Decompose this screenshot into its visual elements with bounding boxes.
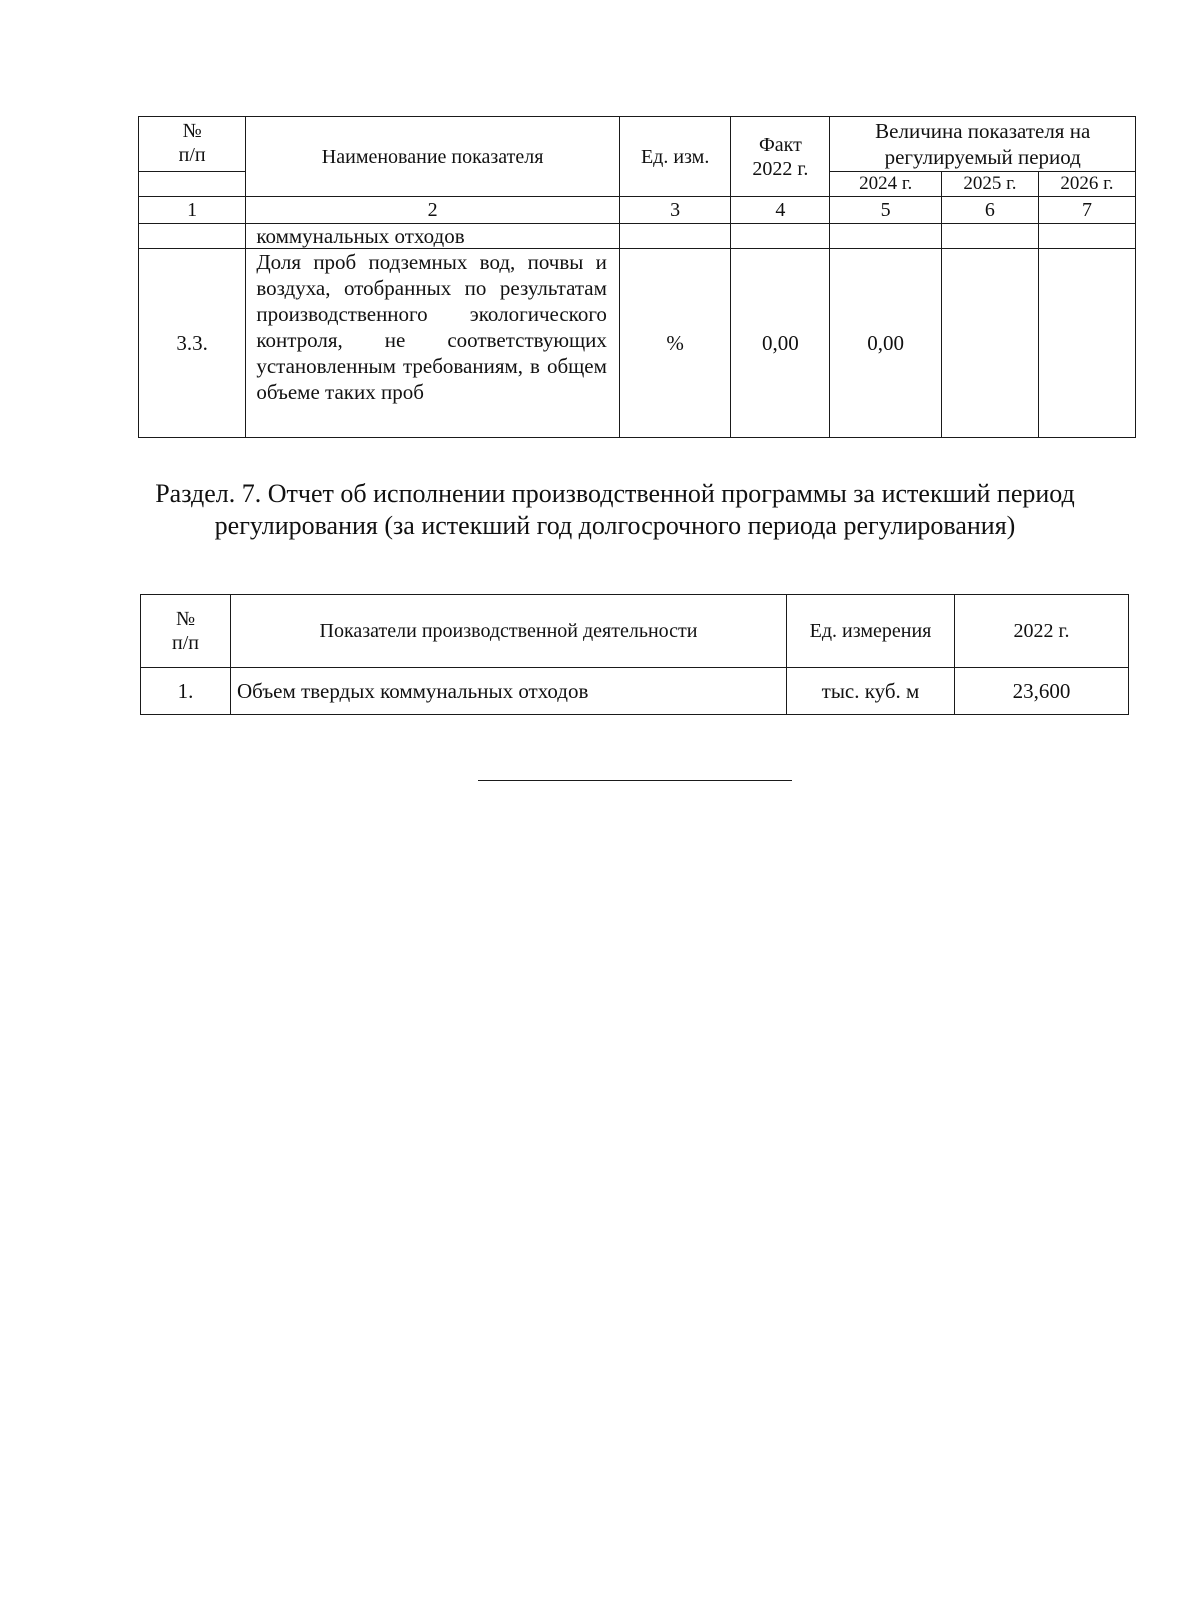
continuation-row xyxy=(139,224,1136,249)
header-unit: Ед. изм. xyxy=(619,117,730,197)
column-number: 2 xyxy=(246,197,620,224)
indicators-table xyxy=(138,116,1136,438)
row-num: 3.3. xyxy=(139,249,246,438)
header-year: 2022 г. xyxy=(955,595,1129,668)
row-2025 xyxy=(941,249,1038,438)
row-indicator: Объем твердых коммунальных отходов xyxy=(231,668,787,715)
row-value: 23,600 xyxy=(955,668,1129,715)
table-row xyxy=(139,249,1136,438)
row-unit: % xyxy=(619,249,730,438)
column-number: 4 xyxy=(731,197,830,224)
report-table xyxy=(140,594,1129,715)
cell-empty xyxy=(1038,224,1135,249)
continuation-name: коммунальных отходов xyxy=(246,224,620,249)
header-unit: Ед. измерения xyxy=(787,595,955,668)
cell-empty xyxy=(830,224,941,249)
column-number: 7 xyxy=(1038,197,1135,224)
header-name: Наименование показателя xyxy=(246,117,620,197)
column-number: 6 xyxy=(941,197,1038,224)
column-number: 1 xyxy=(139,197,246,224)
row-num: 1. xyxy=(141,668,231,715)
header-indicator: Показатели производственной деятельности xyxy=(231,595,787,668)
row-2026 xyxy=(1038,249,1135,438)
row-unit: тыс. куб. м xyxy=(787,668,955,715)
header-year-2024: 2024 г. xyxy=(830,172,941,197)
cell-empty xyxy=(139,224,246,249)
header-year-2025: 2025 г. xyxy=(941,172,1038,197)
table-row xyxy=(141,668,1129,715)
header-num-blank xyxy=(139,172,246,197)
header-year-2026: 2026 г. xyxy=(1038,172,1135,197)
column-number: 5 xyxy=(830,197,941,224)
row-2024: 0,00 xyxy=(830,249,941,438)
header-period: Величина показателя на регулируемый период xyxy=(830,117,1136,172)
header-num: № п/п xyxy=(141,595,231,668)
closing-rule xyxy=(478,780,792,781)
cell-empty xyxy=(619,224,730,249)
column-number: 3 xyxy=(619,197,730,224)
row-fact: 0,00 xyxy=(731,249,830,438)
row-name: Доля проб подземных вод, почвы и воздуха, отобранных по результатам производственного экологического контроля, не соответствующих установленным требованиям, в общем объеме таких проб xyxy=(246,249,620,438)
header-num: № п/п xyxy=(139,117,246,172)
header-fact: Факт 2022 г. xyxy=(731,117,830,197)
cell-empty xyxy=(731,224,830,249)
section-title: Раздел. 7. Отчет об исполнении производственной программы за истекший период регулирования (за истекший год долгосрочного периода регулирования) xyxy=(155,479,1075,540)
cell-empty xyxy=(941,224,1038,249)
